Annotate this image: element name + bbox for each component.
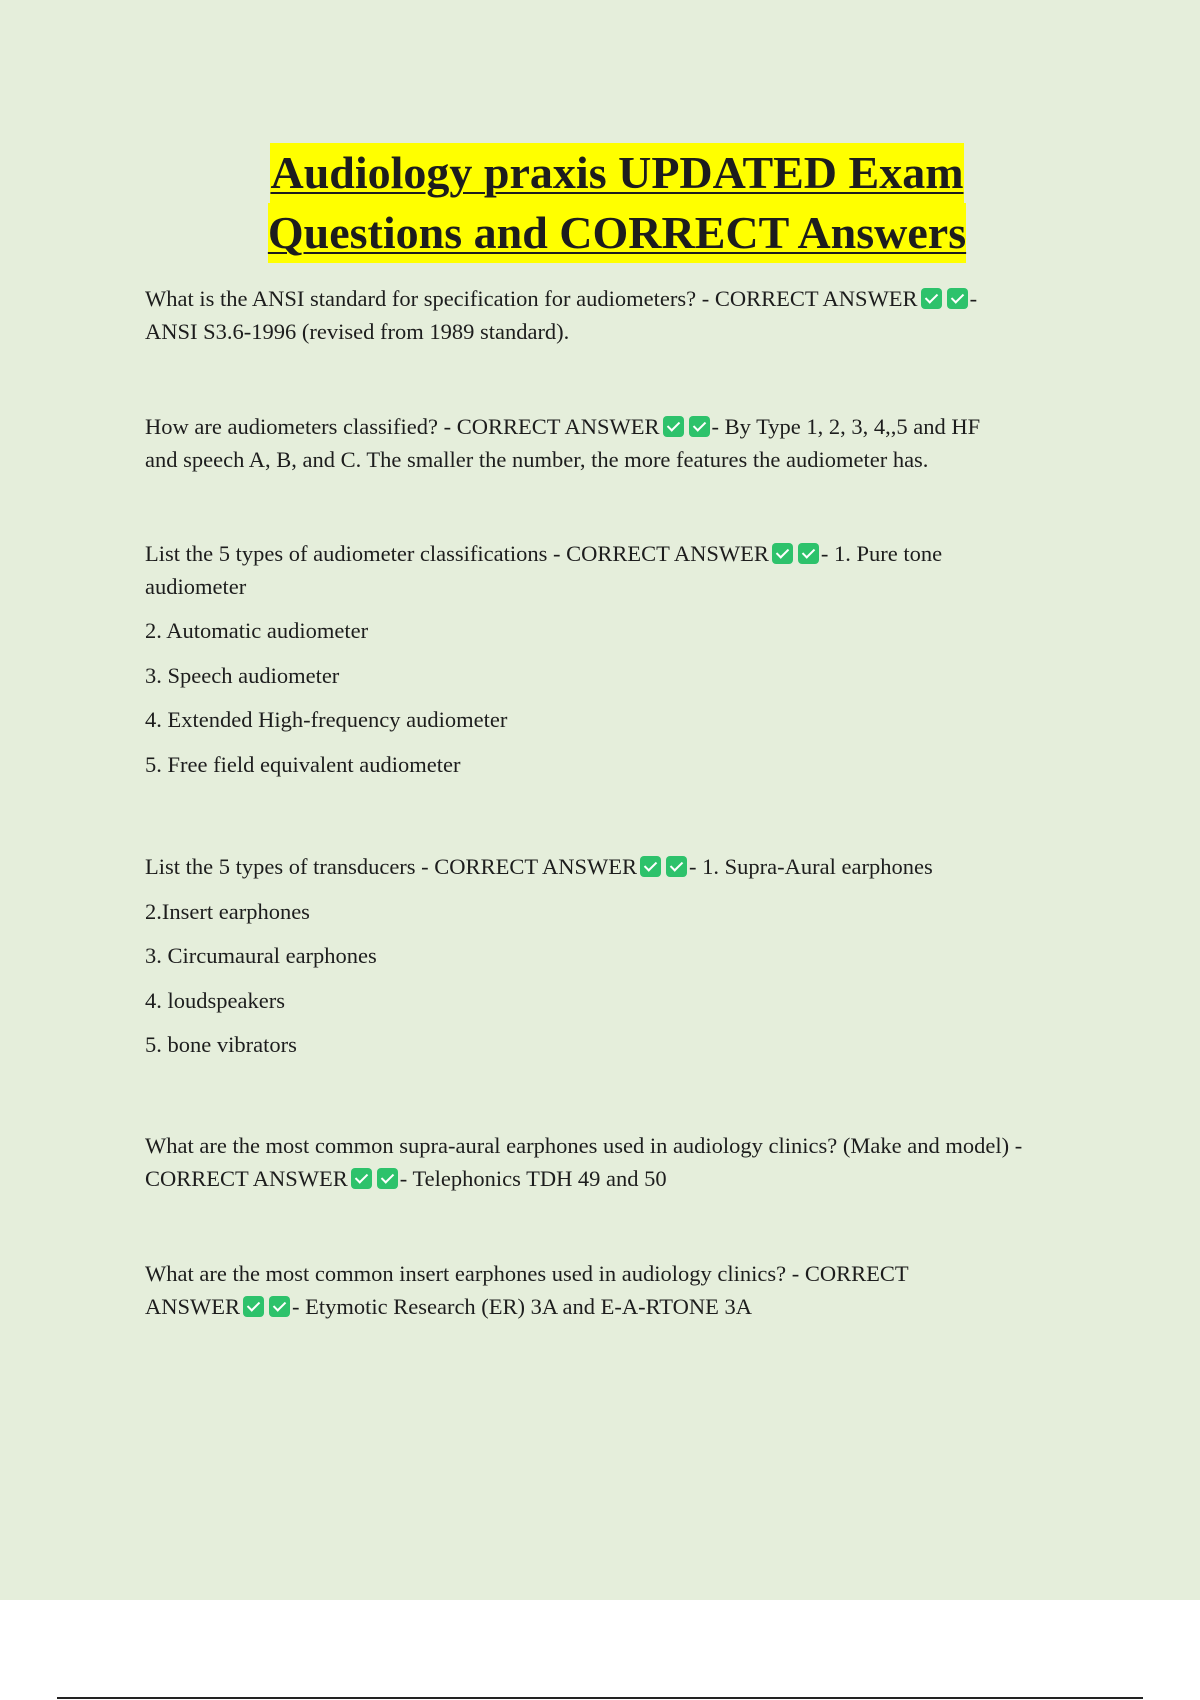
footer-divider (57, 1697, 1143, 1699)
qa-block-5 (145, 1130, 1090, 1195)
answer-text: - By Type 1, 2, 3, 4,,5 and HF (711, 414, 981, 439)
list-item: 4. Extended High-frequency audiometer (145, 707, 508, 732)
checkmark-icon (640, 856, 661, 877)
question-text: ANSWER (145, 1293, 240, 1319)
qa-block-6 (145, 1258, 1090, 1323)
question-text: List the 5 types of transducers - CORRECT ANSWER (145, 854, 638, 879)
qa-text (145, 411, 1090, 476)
qa-text (145, 283, 1090, 348)
question-text: How are audiometers classified? - CORRECT ANSWER (145, 414, 660, 439)
checkmark-icon (947, 288, 968, 309)
list-item: 3. Circumaural earphones (145, 943, 377, 968)
list-item: 5. Free field equivalent audiometer (145, 751, 461, 777)
qa-block-2 (145, 411, 1090, 476)
list-item: 2. Automatic audiometer (145, 618, 369, 643)
checkmark-icon (243, 1296, 264, 1317)
qa-block-1 (145, 283, 1090, 348)
qa-block-4 (145, 851, 1090, 1062)
answer-text: - Telephonics TDH 49 and 50 (399, 1165, 667, 1191)
list-item: 5. bone vibrators (145, 1032, 297, 1057)
answer-text: - (969, 286, 978, 311)
qa-text (145, 538, 1090, 603)
qa-text (145, 1258, 1090, 1323)
answer-text: - 1. Pure tone (820, 541, 943, 566)
answer-text: ANSI S3.6-1996 (revised from 1989 standard). (145, 318, 570, 344)
question-text: What is the ANSI standard for specification for audiometers? - CORRECT ANSWER (145, 286, 918, 311)
question-text: What are the most common supra-aural earphones used in audiology clinics? (Make and model) - (145, 1133, 1023, 1158)
qa-text (145, 851, 1090, 884)
list-item: 3. Speech audiometer (145, 662, 340, 688)
list-item: 4. loudspeakers (145, 987, 285, 1013)
checkmark-icon (798, 543, 819, 564)
answer-text: - 1. Supra-Aural earphones (689, 854, 933, 879)
answer-text: audiometer (145, 573, 247, 599)
list-item: 2.Insert earphones (145, 898, 310, 924)
checkmark-icon (377, 1168, 398, 1189)
checkmark-icon (921, 288, 942, 309)
checkmark-icon (351, 1168, 372, 1189)
checkmark-icon (269, 1296, 290, 1317)
question-text: List the 5 types of audiometer classifications - CORRECT ANSWER (145, 541, 769, 566)
checkmark-icon (666, 856, 687, 877)
document-title (0, 143, 1200, 263)
checkmark-icon (689, 416, 710, 437)
answer-text: - Etymotic Research (ER) 3A and E-A-RTONE 3A (292, 1293, 752, 1319)
qa-text (145, 1130, 1090, 1195)
answer-text: and speech A, B, and C. The smaller the number, the more features the audiometer has. (145, 446, 929, 472)
question-text: What are the most common insert earphones used in audiology clinics? - CORRECT (145, 1261, 909, 1286)
title-line-1: Audiology praxis UPDATED Exam (270, 143, 963, 203)
checkmark-icon (663, 416, 684, 437)
question-text: CORRECT ANSWER (145, 1165, 348, 1191)
title-line-2: Questions and CORRECT Answers (268, 203, 966, 263)
qa-block-3 (145, 538, 1090, 781)
checkmark-icon (772, 543, 793, 564)
